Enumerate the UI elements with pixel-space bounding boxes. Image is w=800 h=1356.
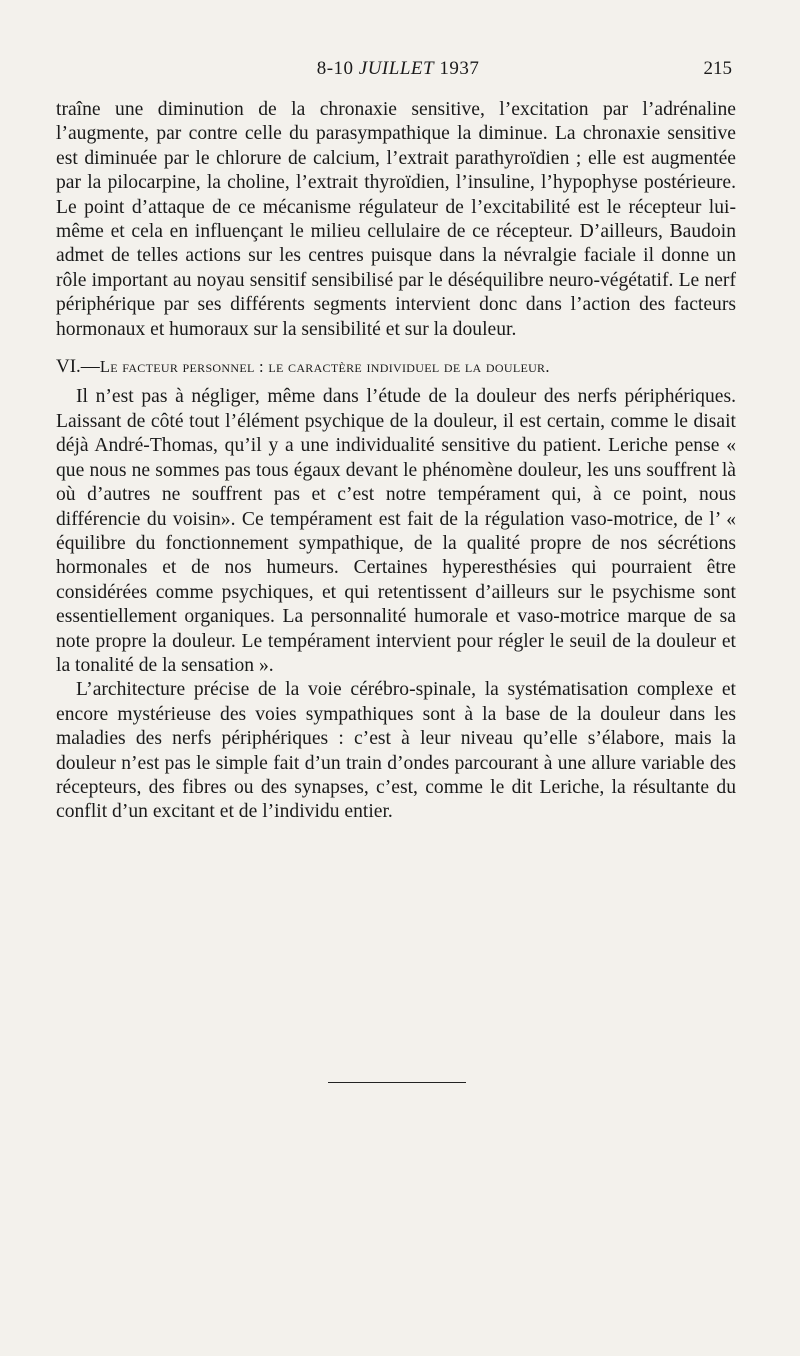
end-rule [328, 1082, 466, 1083]
section-numeral: VI.— [56, 356, 100, 378]
header-month: JUILLET [358, 58, 435, 79]
header-title [56, 58, 740, 80]
running-header [56, 58, 740, 86]
body-text [56, 98, 736, 825]
paragraph-architecture: L’architecture précise de la voie cérébro-spinale, la systématisation complexe et encore mystérieuse des voies sympathiques sont à la base de la douleur dans les maladies des nerfs périphériques : c’est à leur niveau qu’elle s’élabore, mais la douleur n’est pas le simple fait d’un train d’ondes parcourant à une allure variable des récepteurs, des fibres ou des synapses, c’est, comme le dit Leriche, la résultante du conflit d’un excitant et de l’individu entier. [56, 679, 736, 823]
header-year: 1937 [434, 58, 480, 79]
header-date: 8-10 [316, 58, 359, 79]
section-title: Le facteur personnel : le caractère individuel de la douleur. [99, 357, 550, 377]
paragraph-individuality: Il n’est pas à négliger, même dans l’étude de la douleur des nerfs périphériques. Laissant de côté tout l’élément psychique de la douleur, il est certain, comme le disait déjà André-Thomas, qu’il y a une individualité sensitive du patient. Leriche pense « que nous ne sommes pas tous égaux devant le phénomène douleur, les uns souffrent là où d’autres ne souffrent pas et c’est notre tempérament qui, à ce point, nous différencie du voisin». Ce tempérament est fait de la régulation vaso-motrice, de l’ « équilibre du fonctionnement sympathique, de la qualité propre de nos sécrétions hormonales et de nos humeurs. Certaines hyperesthésies qui pourraient être considérées comme psychiques, et qui retentissent d’ailleurs sur le psychisme sont essentiellement organiques. La personnalité humorale et vaso-motrice marque de sa note propre la douleur. Le tempérament intervient pour régler le seuil de la douleur et la tonalité de la sensation ». [56, 386, 736, 676]
paragraph-continuation: traîne une diminution de la chronaxie sensitive, l’excitation par l’adrénaline l’augmente, par contre celle du parasympathique la diminue. La chronaxie sensitive est diminuée par le chlorure de calcium, l’extrait parathyroïdien ; elle est augmentée par la pilocarpine, la choline, l’extrait thyroïdien, l’insuline, l’hypophyse postérieure. Le point d’attaque de ce mécanisme régulateur de l’excitabilité est le récepteur lui-même et cela en influençant le milieu cellulaire de ce récepteur. D’ailleurs, Baudoin admet de telles actions sur les centres puisque dans la névralgie faciale il donne un rôle important au noyau sensitif sensibilisé par le déséquilibre neuro-végétatif. Le nerf périphérique par ses différents segments intervient donc dans l’action des facteurs hormonaux et humoraux sur la sensibilité et sur la douleur. [56, 99, 736, 340]
page-number: 215 [703, 58, 732, 79]
section-heading [56, 355, 736, 379]
